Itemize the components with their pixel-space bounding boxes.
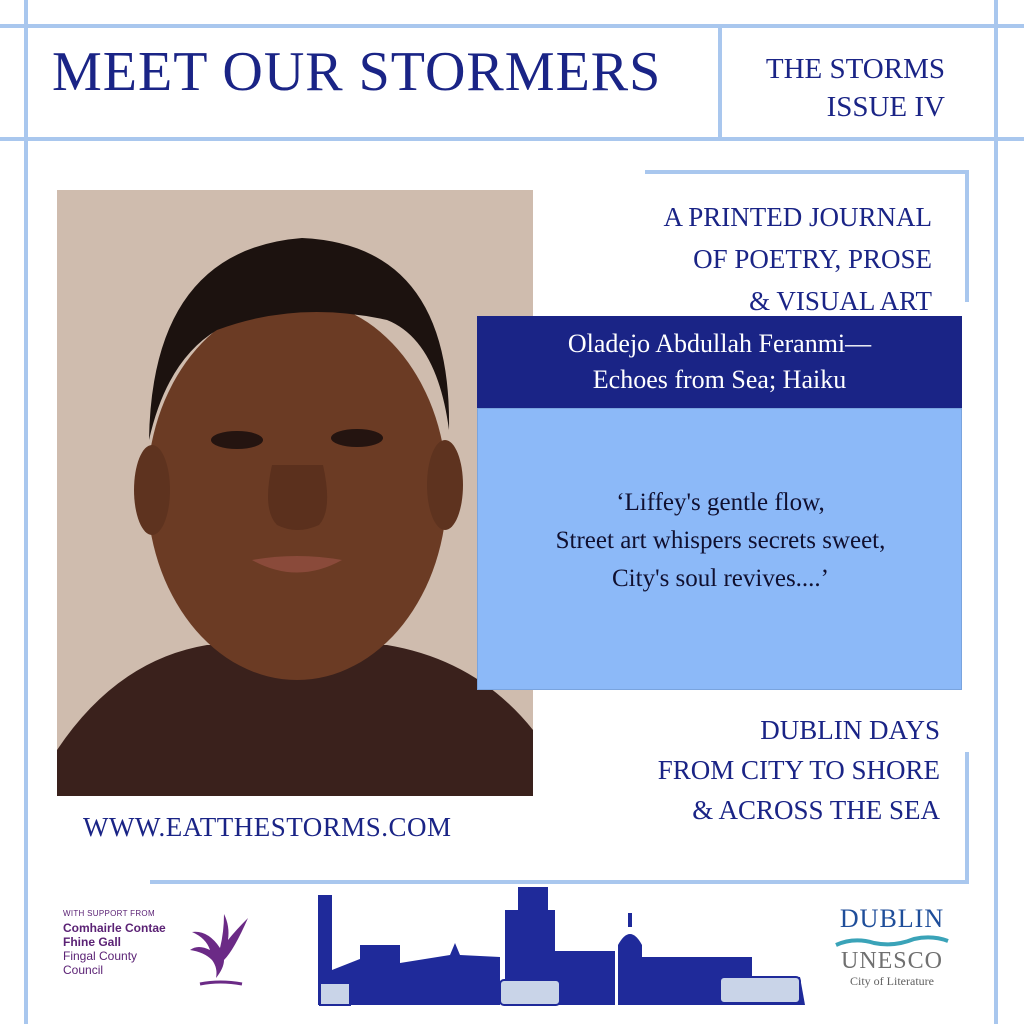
sponsor-block bbox=[63, 907, 166, 977]
quote-panel bbox=[477, 408, 962, 690]
theme-text bbox=[580, 710, 940, 830]
issue-line-2: ISSUE IV bbox=[826, 91, 945, 123]
theme-right-bracket bbox=[965, 752, 969, 884]
eagle-logo-icon bbox=[190, 910, 250, 988]
website-link[interactable]: WWW.EATTHESTORMS.COM bbox=[83, 812, 452, 842]
journal-tagline bbox=[600, 196, 932, 322]
wave-icon bbox=[834, 935, 950, 949]
nose-shape bbox=[268, 465, 327, 530]
author-line-1: Oladejo Abdullah Feranmi— bbox=[567, 329, 872, 358]
tagline-line-3: & VISUAL ART bbox=[749, 286, 932, 316]
sponsor-name-line-1: Comhairle Contae bbox=[63, 921, 166, 935]
left-ear bbox=[134, 445, 170, 535]
theme-line-2: FROM CITY TO SHORE bbox=[657, 755, 940, 785]
tagline-line-2: OF POETRY, PROSE bbox=[693, 244, 932, 274]
haiku-quote bbox=[478, 484, 963, 598]
theme-line-1: DUBLIN DAYS bbox=[760, 715, 940, 745]
quote-line-3: City's soul revives....’ bbox=[612, 565, 829, 592]
sponsor-name-line-2: Fhine Gall bbox=[63, 935, 122, 949]
frame-right-line bbox=[994, 0, 998, 1024]
right-eye bbox=[331, 429, 383, 447]
quote-line-2: Street art whispers secrets sweet, bbox=[555, 527, 886, 554]
dublin-unesco-logo bbox=[834, 905, 950, 989]
portrait-illustration bbox=[57, 190, 533, 796]
tagline-top-bracket bbox=[645, 170, 969, 174]
author-banner bbox=[477, 316, 962, 408]
frame-left-line bbox=[24, 0, 28, 1024]
dublin-logo-title: DUBLIN bbox=[839, 904, 945, 933]
support-label: WITH SUPPORT FROM bbox=[63, 909, 155, 918]
author-line-2: Echoes from Sea; Haiku bbox=[592, 365, 847, 394]
theme-line-3: & ACROSS THE SEA bbox=[692, 795, 940, 825]
dublin-skyline-icon bbox=[300, 885, 810, 1010]
page-title: MEET OUR STORMERS bbox=[52, 41, 662, 103]
theme-bottom-bracket bbox=[150, 880, 969, 884]
tagline-line-1: A PRINTED JOURNAL bbox=[663, 202, 932, 232]
tagline-right-bracket bbox=[965, 170, 969, 302]
quote-line-1: ‘Liffey's gentle flow, bbox=[616, 489, 825, 516]
portrait-photo bbox=[57, 190, 533, 796]
dublin-logo-subtitle: City of Literature bbox=[850, 974, 934, 988]
sponsor-name-line-3: Fingal County bbox=[63, 949, 138, 963]
frame-top-line bbox=[0, 24, 1024, 28]
frame-header-bottom-line bbox=[0, 137, 1024, 141]
issue-line-1: THE STORMS bbox=[765, 53, 945, 85]
left-eye bbox=[211, 431, 263, 449]
right-ear bbox=[427, 440, 463, 530]
dublin-logo-unesco: UNESCO bbox=[840, 948, 943, 974]
sponsor-name-line-4: Council bbox=[63, 963, 104, 977]
issue-label bbox=[735, 50, 945, 126]
frame-header-divider bbox=[718, 26, 722, 139]
